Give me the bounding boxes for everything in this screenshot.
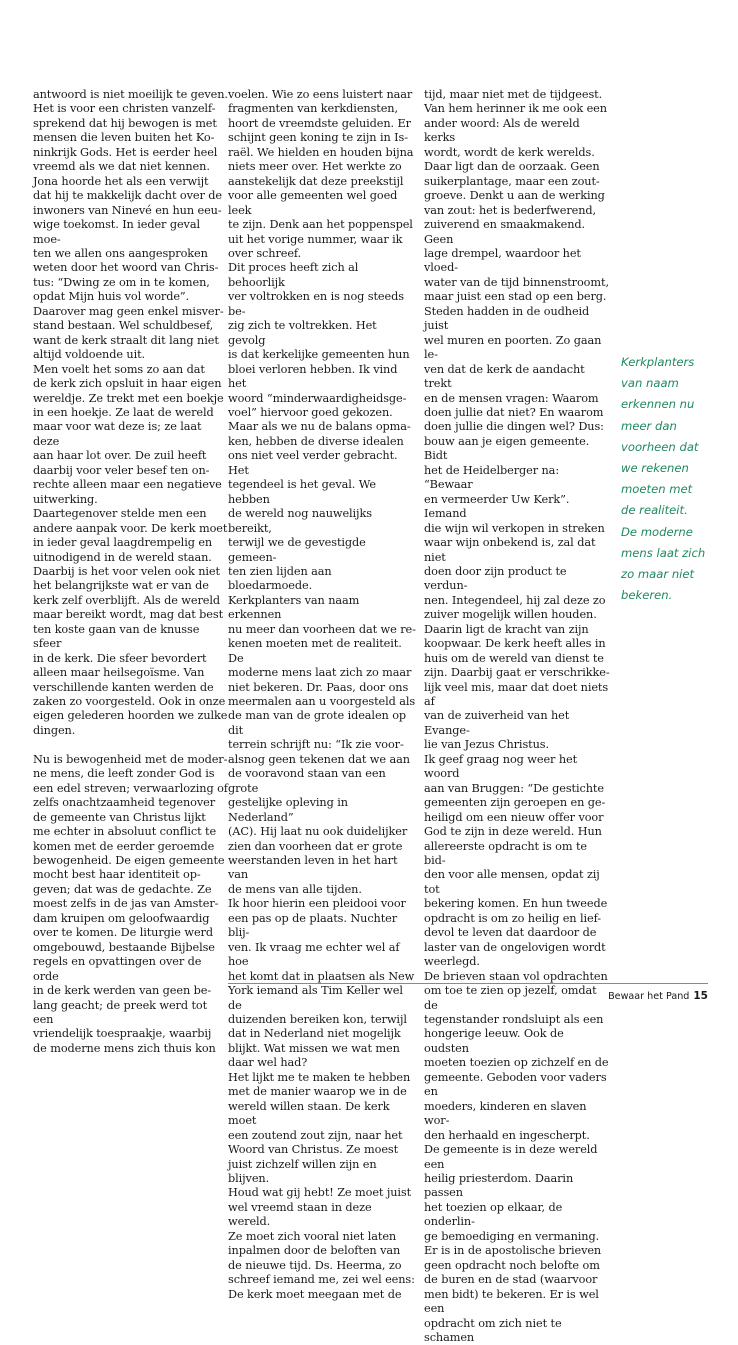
paragraph: antwoord is niet moeilijk te geven. Het is voor een christen vanzelf- sprekend dat hij bewogen is met mensen die leven buiten het Ko- ninkrijk Gods. Het is eerder heel vreemd als we dat niet kennen. Jona hoorde het als een verwijt dat hij te makkelijk dacht over de inwoners van Ninevé en hun eeu- wige toekomst. In ieder geval moe- ten we allen ons aangesproken weten door het woord van Chris- tus: “Dwing ze om in te komen, opdat Mijn huis vol worde”. Daarover mag geen enkel misver- stand bestaan. Wel schuldbesef, want de kerk straalt dit lang niet altijd voldoende uit.	[33, 88, 228, 362]
publication-name: Bewaar het Pand	[608, 991, 690, 1002]
page-number: 15	[693, 990, 708, 1002]
paragraph: Ik hoor hierin een pleidooi voor een pas op de plaats. Nuchter blij- ven. Ik vraag me echter wel af hoe het komt dat in plaatsen als New York iemand als Tim Keller wel de duizenden bereiken kon, terwijl dat in Nederland niet mogelijk blijkt. Wat missen we wat men daar wel had?	[228, 897, 415, 1070]
paragraph: Maar als we nu de balans opma- ken, hebben de diverse idealen ons niet veel verder gebracht. Het tegendeel is het geval. We hebben de wereld nog nauwelijks bereikt, terwijl we de gevestigde gemeen- ten zien lijden aan bloedarmoede. Kerkplanters van naam erkennen nu meer dan voorheen dat we re- kenen moeten met de realiteit. De moderne mens laat zich zo maar niet bekeren. Dr. Paas, door ons meermalen aan u voorgesteld als de man van de grote idealen op dit terrein schrijft nu: “Ik zie voor- alsnog geen tekenen dat we aan de vooravond staan van een grote gestelijke opleving in Nederland” (AC). Hij laat nu ook duidelijker zien dan voorheen dat er grote weerstanden leven in het hart van de mens van alle tijden.	[228, 420, 416, 896]
paragraph: voelen. Wie zo eens luistert naar fragmenten van kerkdiensten, hoort de vreemdste geluiden. Er schijnt geen koning te zijn in Is- raël. We hielden en houden bijna niets meer over. Het werkte zo aanstekelijk dat deze preekstijl voor alle gemeenten wel goed leek te zijn. Denk aan het poppenspel uit het vorige nummer, waar ik over schreef.	[228, 88, 414, 260]
paragraph: Het lijkt me te maken te hebben met de manier waarop we in de wereld willen staan. De kerk moet een zoutend zout zijn, naar het Woord van Christus. Ze moest juist zichzelf willen zijn en blijven. Houd wat gij hebt! Ze moet juist wel vreemd staan in deze wereld. Ze moet zich vooral niet laten inpalmen door de beloften van de nieuwe tijd. Ds. Heerma, zo schreef iemand me, zei wel eens: De kerk moet meegaan met de	[228, 1070, 415, 1301]
paragraph: Ik geef graag nog weer het woord aan van Bruggen: “De gestichte gemeenten zijn geroepen en ge- heiligd om een nieuw offer voor God te zijn in deze wereld. Hun allereerste opdracht is om te bid- den voor alle mensen, opdat zij tot bekering komen. En hun tweede opdracht is om zo heilig en lief- devol te leven dat daardoor de laster van de ongelovigen wordt weerlegd.	[424, 752, 608, 969]
article-column-2	[228, 88, 416, 1302]
paragraph: Dit proces heeft zich al behoorlijk ver voltrokken en is nog steeds be- zig zich te voltrekken. Het gevolg is dat kerkelijke gemeenten hun bloei verloren hebben. Ik vind het woord “minderwaardigheidsge- voel” hiervoor goed gekozen.	[228, 261, 410, 419]
paragraph: De gemeente is in deze wereld een heilig priesterdom. Daarin passen het toezien op elkaar, de onderlin- ge bemoediging en vermaning.	[424, 1143, 600, 1243]
pull-quote: Kerkplanters van naam erkennen nu meer dan voorheen dat we rekenen moeten met de realiteit. De moderne mens laat zich zo maar niet bekeren.	[621, 355, 706, 603]
paragraph: Daartegenover stelde men een andere aanpak voor. De kerk moet in ieder geval laagdrempelig en uitnodigend in de wereld staan. Daarbij is het voor velen ook niet het belangrijkste wat er van de kerk zelf overblijft. Als de wereld maar bereikt wordt, mag dat best ten koste gaan van de knusse sfeer in de kerk. Die sfeer bevordert alleen maar heilsegoïsme. Van verschillende kanten werden de zaken zo voorgesteld. Ook in onze eigen gelederen hoorden we zulke dingen.	[33, 507, 228, 737]
paragraph: Er is in de apostolische brieven geen opdracht noch belofte om de buren en de stad (waarvoor men bidt) te bekeren. Er is wel een opdracht om zich niet te schamen	[424, 1244, 602, 1344]
paragraph-spacer	[33, 738, 228, 752]
article-column-3	[424, 88, 610, 1345]
article-column-1	[33, 88, 228, 1056]
paragraph: Men voelt het soms zo aan dat de kerk zich opsluit in haar eigen wereldje. Ze trekt met een boekje in een hoekje. Ze laat de wereld maar voor wat deze is; ze laat deze aan haar lot over. De zuil heeft daarbij voor veler besef ten on- rechte alleen maar een negatieve uitwerking.	[33, 362, 224, 506]
page-footer	[600, 990, 708, 1002]
paragraph: Nu is bewogenheid met de moder- ne mens, die leeft zonder God is een edel streven; verwaarlozing of zelfs onachtzaamheid tegenover de gemeente van Christus lijkt me echter in absoluut conflict te komen met de eerder geroemde bewogenheid. De eigen gemeente mocht best haar identiteit op- geven; dat was de gedachte. Ze moest zelfs in de jas van Amster- dam kruipen om geloofwaardig over te komen. De liturgie werd omgebouwd, bestaande Bijbelse regels en opvattingen over de orde in de kerk werden van geen be- lang geacht; de preek werd tot een vriendelijk toespraakje, waarbij de moderne mens zich thuis kon	[33, 752, 228, 1055]
footer-divider	[228, 983, 708, 984]
paragraph: tijd, maar niet met de tijdgeest. Van hem herinner ik me ook een ander woord: Als de wereld kerks wordt, wordt de kerk werelds. Daar ligt dan de oorzaak. Geen suikerplantage, maar een zout- groeve. Denkt u aan de werking van zout: het is bederfwerend, zuiverend en smaakmakend. Geen lage drempel, waardoor het vloed- water van de tijd binnenstroomt, maar juist een stad op een berg. Steden hadden in de oudheid juist wel muren en poorten. Zo gaan le- ven dat de kerk de aandacht trekt en de mensen vragen: Waarom doen jullie dat niet? En waarom doen jullie die dingen wel? Dus: bouw aan je eigen gemeente. Bidt het de Heidelberger na: “Bewaar en vermeerder Uw Kerk”. Iemand die wijn wil verkopen in streken waar wijn onbekend is, zal dat niet doen door zijn product te verdun- nen. Integendeel, hij zal deze zo zuiver mogelijk willen houden. Daarin ligt de kracht van zijn koopwaar. De kerk heeft alles in huis om de wereld van dienst te zijn. Daarbij gaat er verschrikke- lijk veel mis, maar dat doet niets af van de zuiverheid van het Evange- lie van Jezus Christus.	[424, 88, 610, 752]
paragraph: De brieven staan vol opdrachten om toe te zien op jezelf, omdat de tegenstander rondsluipt als een hongerige leeuw. Ook de oudsten moeten toezien op zichzelf en de gemeente. Geboden voor vaders en moeders, kinderen en slaven wor- den herhaald en ingescherpt.	[424, 969, 609, 1142]
